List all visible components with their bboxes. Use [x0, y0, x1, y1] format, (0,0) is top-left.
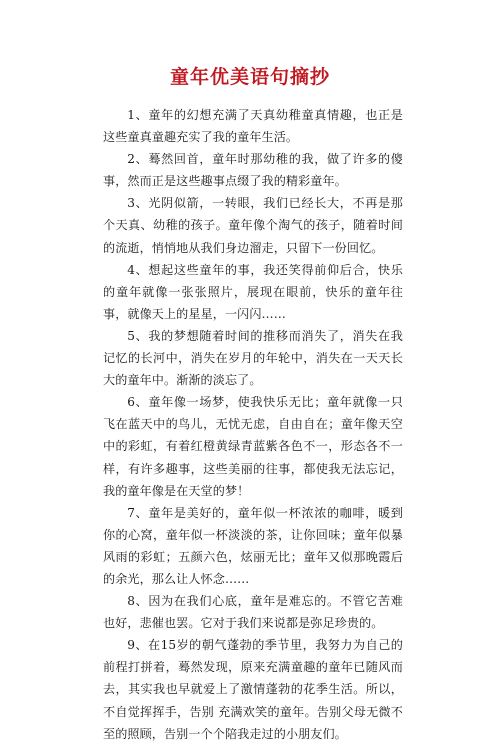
document-body: [103, 104, 403, 745]
paragraph-9: 9、在15岁的朝气蓬勃的季节里，我努力为自己的前程打拼着，蓦然发现，原来充满童趣的童年已随风而去，其实我也早就爱上了激情蓬勃的花季生活。所以，不自觉挥挥手，告别 充满欢笑的童年。告别父母无微不至的照顾，告别一个个陪我走过的小朋友们。: [103, 638, 403, 741]
paragraph-3: 3、光阴似箭，一转眼，我们已经长大，不再是那个天真、幼稚的孩子。童年像个淘气的孩子，随着时间的流逝，悄悄地从我们身边溜走，只留下一份回忆。: [103, 196, 403, 255]
paragraph-8: 8、因为在我们心底，童年是难忘的。不管它苦难也好，悲催也罢。它对于我们来说都是弥足珍贵的。: [103, 594, 403, 631]
paragraph-4: 4、想起这些童年的事，我还笑得前仰后合，快乐的童年就像一张张照片，展现在眼前，快乐的童年往事，就像天上的星星，一闪闪……: [103, 262, 403, 321]
paragraph-5: 5、我的梦想随着时间的推移而消失了，消失在我记忆的长河中，消失在岁月的年轮中，消失在一天天长大的童年中。渐渐的淡忘了。: [103, 328, 403, 388]
paragraph-1: 1、童年的幻想充满了天真幼稚童真情趣，也正是这些童真童趣充实了我的童年生活。: [103, 108, 403, 145]
paragraph-2: 2、蓦然回首，童年时那幼稚的我，做了许多的傻事，然而正是这些趣事点缀了我的精彩童年。: [103, 152, 403, 189]
paragraph-7: 7、童年是美好的，童年似一杯浓浓的咖啡，暖到你的心窝，童年似一杯淡淡的茶，让你回味；童年似暴风雨的彩虹；五颜六色，炫丽无比；童年又似那晚霞后的余光，那么让人怀念……: [103, 505, 403, 586]
paragraph-6: 6、童年像一场梦，使我快乐无比；童年就像一只飞在蓝天中的鸟儿，无忧无虑，自由自在；童年像天空中的彩虹，有着红橙黄绿青蓝紫各色不一，形态各不一样，有许多趣事，这些美丽的往事，都使我无法忘记，我的童年像是在天堂的梦！: [103, 395, 403, 498]
document-title: 童年优美语句摘抄: [169, 66, 330, 88]
